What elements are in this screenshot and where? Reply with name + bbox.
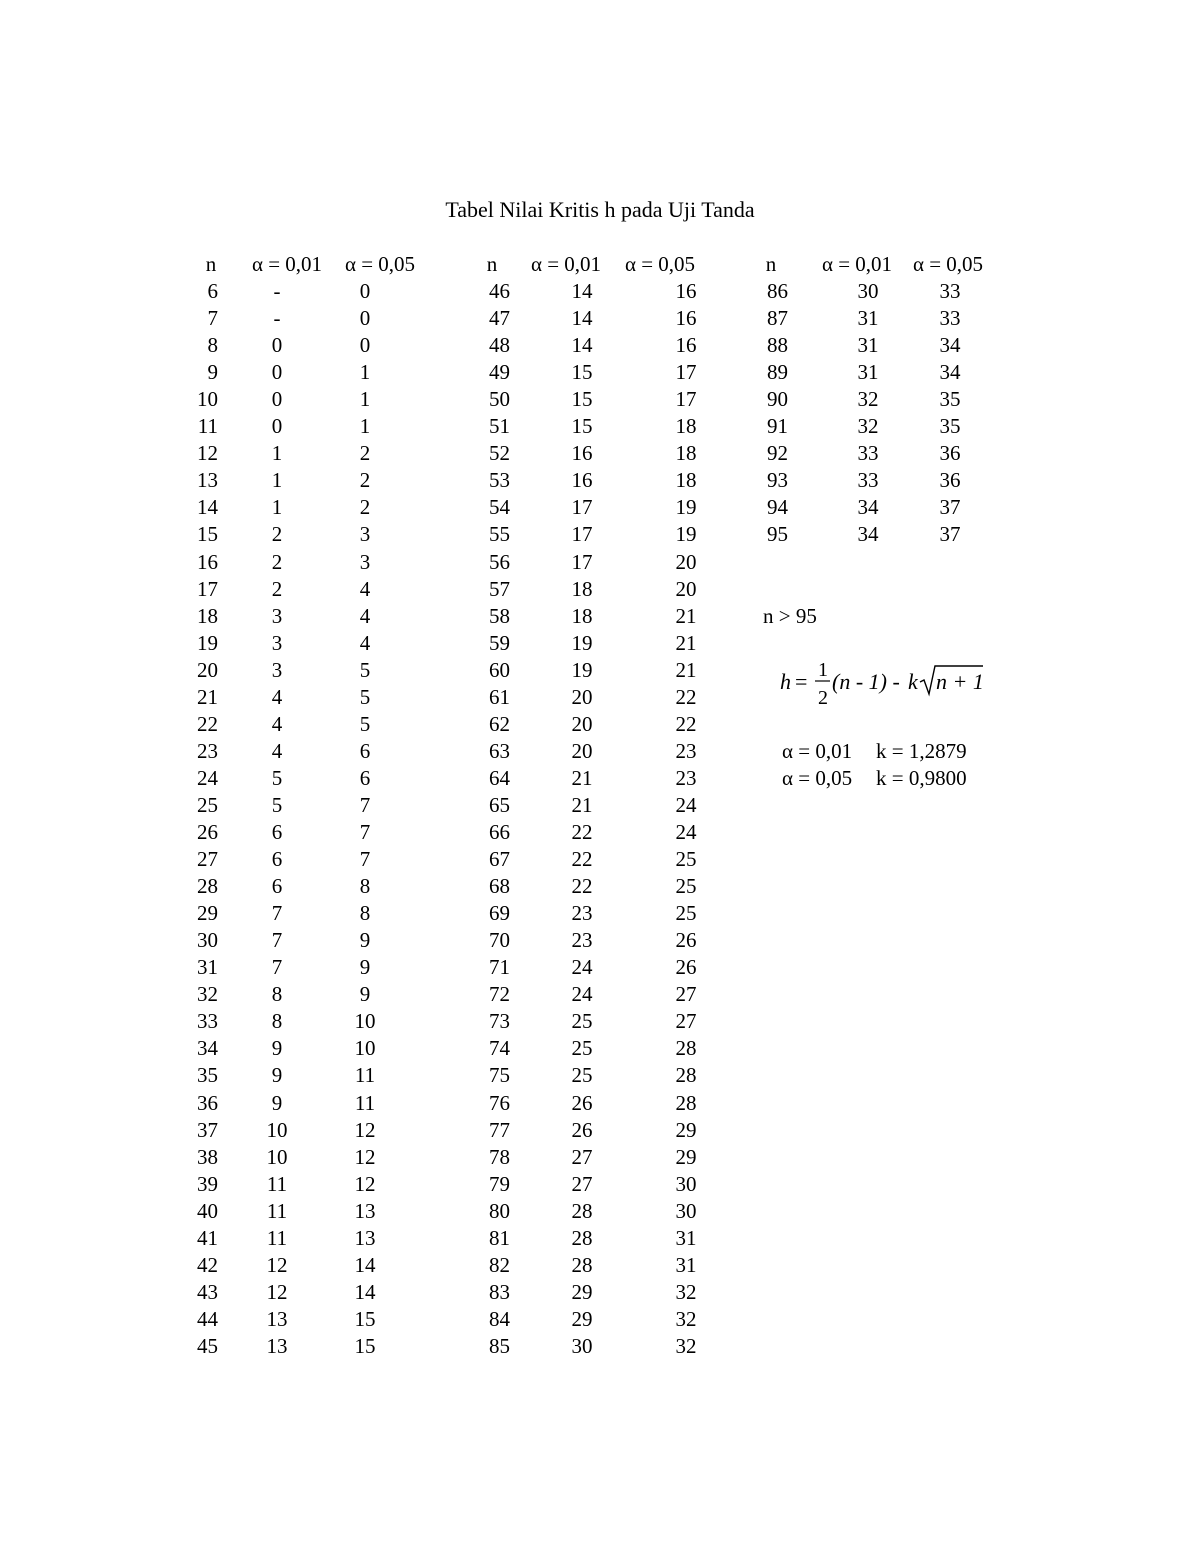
- table-cell-n: 24: [197, 765, 218, 790]
- table-cell-n: 50: [489, 387, 510, 412]
- table-cell-n: 6: [207, 279, 218, 303]
- table-cell-alpha-005: 19: [675, 495, 697, 520]
- table-cell-alpha-001: 28: [571, 1225, 593, 1250]
- table-cell-alpha-001: 2: [271, 576, 283, 601]
- table-cell-n: 25: [197, 792, 218, 817]
- table-cell-alpha-005: 22: [675, 684, 697, 709]
- table-cell-alpha-005: 1: [359, 414, 371, 439]
- table-cell-alpha-005: 34: [939, 360, 961, 385]
- table-cell-n: 47: [489, 306, 510, 331]
- table-cell-alpha-001: 15: [571, 414, 593, 439]
- table-cell-n: 32: [197, 982, 218, 1007]
- table-cell-alpha-001: 11: [266, 1225, 288, 1250]
- table-cell-n: 60: [489, 657, 510, 682]
- constant-k-001: k = 1,2879: [876, 739, 967, 763]
- table-cell-n: 92: [767, 441, 788, 466]
- table-cell-alpha-005: 3: [359, 522, 371, 547]
- table-cell-alpha-005: 12: [354, 1117, 376, 1142]
- table-cell-alpha-001: 2: [271, 549, 283, 574]
- table-cell-n: 39: [197, 1171, 218, 1196]
- table-cell-alpha-005: 2: [359, 441, 371, 466]
- table-cell-alpha-001: 19: [571, 630, 593, 655]
- table-cell-alpha-005: 37: [939, 495, 961, 520]
- table-cell-n: 59: [489, 630, 510, 655]
- table-cell-n: 23: [197, 738, 218, 763]
- table-cell-alpha-005: 16: [675, 333, 697, 358]
- table-cell-n: 15: [197, 522, 218, 547]
- table-cell-n: 41: [197, 1225, 218, 1250]
- table-cell-n: 79: [489, 1171, 510, 1196]
- table-cell-alpha-005: 21: [675, 603, 697, 628]
- table-cell-alpha-001: 34: [857, 522, 879, 547]
- table-cell-alpha-001: 13: [266, 1333, 288, 1358]
- formula-denominator: 2: [818, 687, 828, 709]
- table-cell-n: 69: [489, 901, 510, 926]
- table-cell-alpha-001: 14: [571, 306, 593, 331]
- table-cell-alpha-005: 26: [675, 955, 697, 980]
- table-cell-n: 74: [489, 1036, 510, 1061]
- table-cell-alpha-005: 10: [354, 1036, 376, 1061]
- table-cell-n: 40: [197, 1198, 218, 1223]
- table-cell-alpha-005: 4: [359, 630, 371, 655]
- table-cell-n: 95: [767, 522, 788, 547]
- table-cell-n: 56: [489, 549, 510, 574]
- table-cell-alpha-001: 25: [571, 1063, 593, 1088]
- table-cell-n: 85: [489, 1333, 510, 1358]
- table-cell-alpha-005: 21: [675, 630, 697, 655]
- large-n-condition: n > 95: [763, 604, 817, 628]
- table-cell-alpha-005: 26: [675, 928, 697, 953]
- table-cell-n: 8: [207, 333, 218, 358]
- table-cell-n: 91: [767, 414, 788, 439]
- header-n: n: [486, 252, 498, 276]
- formula-graphic: [778, 654, 988, 714]
- table-cell-alpha-005: 25: [675, 847, 697, 872]
- table-cell-alpha-005: 9: [359, 928, 371, 953]
- header-alpha-001: α = 0,01: [821, 252, 893, 276]
- table-cell-alpha-001: 18: [571, 576, 593, 601]
- formula-lhs: h: [780, 669, 791, 694]
- table-cell-alpha-005: 32: [675, 1333, 697, 1358]
- table-cell-alpha-001: 28: [571, 1198, 593, 1223]
- table-cell-alpha-001: 9: [271, 1063, 283, 1088]
- table-cell-alpha-005: 30: [675, 1198, 697, 1223]
- header-alpha-005: α = 0,05: [624, 252, 696, 276]
- table-cell-alpha-005: 33: [939, 279, 961, 303]
- table-cell-n: 89: [767, 360, 788, 385]
- table-cell-alpha-001: 19: [571, 657, 593, 682]
- table-cell-alpha-005: 11: [354, 1090, 376, 1115]
- table-cell-alpha-001: 14: [571, 333, 593, 358]
- table-cell-alpha-005: 18: [675, 468, 697, 493]
- table-cell-n: 44: [197, 1306, 218, 1331]
- table-cell-alpha-001: 13: [266, 1306, 288, 1331]
- table-cell-alpha-005: 7: [359, 792, 371, 817]
- table-cell-alpha-005: 17: [675, 360, 697, 385]
- table-cell-n: 86: [767, 279, 788, 303]
- table-cell-alpha-001: 22: [571, 847, 593, 872]
- table-cell-alpha-001: 29: [571, 1306, 593, 1331]
- constant-k-005: k = 0,9800: [876, 766, 967, 790]
- table-cell-n: 48: [489, 333, 510, 358]
- header-alpha-001: α = 0,01: [530, 252, 602, 276]
- table-cell-n: 63: [489, 738, 510, 763]
- table-cell-alpha-005: 18: [675, 441, 697, 466]
- table-cell-n: 65: [489, 792, 510, 817]
- table-cell-alpha-005: 0: [359, 306, 371, 331]
- table-cell-alpha-001: 17: [571, 495, 593, 520]
- table-cell-alpha-001: 17: [571, 522, 593, 547]
- table-cell-n: 73: [489, 1009, 510, 1034]
- table-cell-n: 52: [489, 441, 510, 466]
- table-cell-alpha-001: 9: [271, 1036, 283, 1061]
- header-n: n: [205, 252, 217, 276]
- table-cell-alpha-001: 10: [266, 1117, 288, 1142]
- table-cell-alpha-001: 31: [857, 306, 879, 331]
- table-cell-n: 68: [489, 874, 510, 899]
- table-cell-n: 49: [489, 360, 510, 385]
- table-cell-alpha-005: 35: [939, 387, 961, 412]
- formula-paren-term: (n - 1) -: [832, 669, 900, 694]
- table-cell-alpha-001: 3: [271, 657, 283, 682]
- table-cell-alpha-005: 34: [939, 333, 961, 358]
- table-cell-n: 38: [197, 1144, 218, 1169]
- table-cell-n: 61: [489, 684, 510, 709]
- table-cell-alpha-005: 0: [359, 279, 371, 303]
- table-cell-alpha-001: 0: [271, 414, 283, 439]
- table-cell-alpha-005: 30: [675, 1171, 697, 1196]
- table-cell-n: 26: [197, 820, 218, 844]
- table-cell-n: 80: [489, 1198, 510, 1223]
- table-cell-n: 71: [489, 955, 510, 980]
- table-cell-alpha-001: 6: [271, 874, 283, 899]
- table-cell-alpha-001: 20: [571, 684, 593, 709]
- table-cell-alpha-001: 12: [266, 1252, 288, 1277]
- table-cell-n: 54: [489, 495, 510, 520]
- table-cell-alpha-001: 6: [271, 847, 283, 872]
- table-cell-alpha-005: 24: [675, 792, 697, 817]
- table-cell-alpha-005: 1: [359, 360, 371, 385]
- table-cell-n: 46: [489, 279, 510, 303]
- table-cell-alpha-001: 5: [271, 792, 283, 817]
- formula-k: k: [908, 669, 918, 694]
- table-cell-alpha-001: 26: [571, 1117, 593, 1142]
- table-cell-alpha-001: 3: [271, 603, 283, 628]
- table-cell-n: 81: [489, 1225, 510, 1250]
- table-cell-n: 14: [197, 495, 218, 520]
- table-cell-n: 35: [197, 1063, 218, 1088]
- table-cell-n: 17: [197, 576, 218, 601]
- constant-alpha-005: α = 0,05: [782, 766, 853, 790]
- approximation-formula: [778, 654, 988, 714]
- table-cell-n: 88: [767, 333, 788, 358]
- table-cell-alpha-001: 2: [271, 522, 283, 547]
- table-cell-n: 7: [207, 306, 218, 331]
- table-cell-alpha-005: 7: [359, 820, 371, 844]
- table-cell-alpha-001: 33: [857, 468, 879, 493]
- table-cell-n: 53: [489, 468, 510, 493]
- table-cell-alpha-005: 23: [675, 738, 697, 763]
- table-cell-alpha-001: 24: [571, 955, 593, 980]
- table-cell-n: 30: [197, 928, 218, 953]
- table-cell-alpha-005: 1: [359, 387, 371, 412]
- table-cell-alpha-001: 20: [571, 711, 593, 736]
- table-cell-n: 33: [197, 1009, 218, 1034]
- table-cell-n: 82: [489, 1252, 510, 1277]
- table-cell-alpha-005: 20: [675, 576, 697, 601]
- table-cell-n: 75: [489, 1063, 510, 1088]
- table-cell-alpha-001: 25: [571, 1036, 593, 1061]
- table-cell-alpha-005: 28: [675, 1036, 697, 1061]
- table-cell-n: 16: [197, 549, 218, 574]
- table-cell-alpha-005: 18: [675, 414, 697, 439]
- table-cell-alpha-005: 27: [675, 1009, 697, 1034]
- table-cell-alpha-001: 7: [271, 928, 283, 953]
- table-cell-n: 21: [197, 684, 218, 709]
- table-cell-n: 20: [197, 657, 218, 682]
- table-cell-n: 45: [197, 1333, 218, 1358]
- table-cell-alpha-005: 25: [675, 874, 697, 899]
- table-cell-alpha-001: 33: [857, 441, 879, 466]
- table-cell-alpha-001: 23: [571, 901, 593, 926]
- table-cell-n: 22: [197, 711, 218, 736]
- table-cell-alpha-005: 31: [675, 1252, 697, 1277]
- table-cell-alpha-005: 15: [354, 1333, 376, 1358]
- table-cell-alpha-001: 10: [266, 1144, 288, 1169]
- table-cell-alpha-005: 8: [359, 901, 371, 926]
- table-cell-alpha-005: 33: [939, 306, 961, 331]
- table-cell-n: 66: [489, 820, 510, 844]
- table-cell-alpha-005: 24: [675, 820, 697, 844]
- table-cell-alpha-005: 15: [354, 1306, 376, 1331]
- table-cell-alpha-005: 29: [675, 1144, 697, 1169]
- table-cell-alpha-005: 7: [359, 847, 371, 872]
- table-cell-alpha-005: 16: [675, 306, 697, 331]
- table-cell-alpha-005: 9: [359, 982, 371, 1007]
- table-cell-n: 67: [489, 847, 510, 872]
- header-n: n: [765, 252, 777, 276]
- table-cell-alpha-001: 8: [271, 982, 283, 1007]
- table-cell-n: 90: [767, 387, 788, 412]
- table-cell-alpha-001: 21: [571, 792, 593, 817]
- table-cell-alpha-005: 29: [675, 1117, 697, 1142]
- table-cell-alpha-001: 22: [571, 820, 593, 844]
- table-cell-alpha-001: 27: [571, 1171, 593, 1196]
- table-cell-alpha-005: 32: [675, 1279, 697, 1304]
- table-cell-n: 58: [489, 603, 510, 628]
- table-cell-n: 10: [197, 387, 218, 412]
- table-cell-alpha-001: 14: [571, 279, 593, 303]
- table-cell-alpha-001: 9: [271, 1090, 283, 1115]
- table-cell-alpha-001: 15: [571, 387, 593, 412]
- table-cell-alpha-001: 5: [271, 765, 283, 790]
- table-cell-alpha-005: 2: [359, 495, 371, 520]
- table-cell-alpha-001: 11: [266, 1198, 288, 1223]
- table-cell-n: 64: [489, 765, 510, 790]
- table-cell-alpha-001: 25: [571, 1009, 593, 1034]
- table-cell-alpha-005: 13: [354, 1198, 376, 1223]
- table-cell-alpha-001: 22: [571, 874, 593, 899]
- header-alpha-005: α = 0,05: [912, 252, 984, 276]
- table-cell-alpha-001: 26: [571, 1090, 593, 1115]
- table-cell-n: 72: [489, 982, 510, 1007]
- header-alpha-005: α = 0,05: [344, 252, 416, 276]
- table-cell-alpha-001: 0: [271, 360, 283, 385]
- table-cell-alpha-001: 4: [271, 738, 283, 763]
- table-cell-alpha-001: 4: [271, 684, 283, 709]
- table-cell-alpha-005: 6: [359, 765, 371, 790]
- table-cell-alpha-001: 23: [571, 928, 593, 953]
- table-cell-alpha-005: 5: [359, 684, 371, 709]
- table-cell-alpha-005: 23: [675, 765, 697, 790]
- table-cell-n: 77: [489, 1117, 510, 1142]
- table-cell-alpha-005: 6: [359, 738, 371, 763]
- table-cell-alpha-005: 8: [359, 874, 371, 899]
- table-cell-alpha-001: 31: [857, 360, 879, 385]
- table-cell-n: 42: [197, 1252, 218, 1277]
- table-cell-n: 36: [197, 1090, 218, 1115]
- table-cell-alpha-005: 16: [675, 279, 697, 303]
- page-title: Tabel Nilai Kritis h pada Uji Tanda: [445, 197, 755, 222]
- table-cell-n: 28: [197, 874, 218, 899]
- table-cell-alpha-001: 1: [271, 468, 283, 493]
- table-cell-alpha-005: 4: [359, 576, 371, 601]
- table-cell-alpha-001: 29: [571, 1279, 593, 1304]
- table-cell-n: 43: [197, 1279, 218, 1304]
- table-cell-alpha-005: 22: [675, 711, 697, 736]
- table-cell-n: 37: [197, 1117, 218, 1142]
- table-cell-alpha-005: 37: [939, 522, 961, 547]
- table-cell-n: 94: [767, 495, 788, 520]
- table-cell-alpha-001: 15: [571, 360, 593, 385]
- table-cell-n: 11: [197, 414, 218, 439]
- table-cell-alpha-005: 10: [354, 1009, 376, 1034]
- table-cell-alpha-001: 8: [271, 1009, 283, 1034]
- table-cell-n: 83: [489, 1279, 510, 1304]
- table-cell-alpha-001: 31: [857, 333, 879, 358]
- table-cell-alpha-001: 32: [857, 414, 879, 439]
- formula-radicand: n + 1: [936, 669, 984, 694]
- table-cell-alpha-005: 25: [675, 901, 697, 926]
- table-cell-alpha-005: 14: [354, 1252, 376, 1277]
- table-cell-alpha-005: 2: [359, 468, 371, 493]
- table-cell-n: 70: [489, 928, 510, 953]
- table-cell-alpha-005: 21: [675, 657, 697, 682]
- table-cell-alpha-005: 20: [675, 549, 697, 574]
- table-cell-alpha-001: 34: [857, 495, 879, 520]
- table-cell-alpha-005: 28: [675, 1090, 697, 1115]
- table-cell-alpha-005: 13: [354, 1225, 376, 1250]
- table-cell-n: 18: [197, 603, 218, 628]
- table-cell-alpha-005: 27: [675, 982, 697, 1007]
- table-cell-n: 31: [197, 955, 218, 980]
- table-cell-alpha-005: 19: [675, 522, 697, 547]
- formula-equals: =: [795, 669, 808, 694]
- table-cell-n: 87: [767, 306, 788, 331]
- table-cell-alpha-005: 9: [359, 955, 371, 980]
- table-cell-n: 34: [197, 1036, 218, 1061]
- table-cell-alpha-005: 3: [359, 549, 371, 574]
- table-cell-alpha-001: 3: [271, 630, 283, 655]
- table-cell-alpha-001: 1: [271, 441, 283, 466]
- table-cell-alpha-001: 32: [857, 387, 879, 412]
- table-cell-alpha-001: -: [273, 306, 281, 331]
- table-cell-alpha-005: 5: [359, 711, 371, 736]
- table-cell-n: 55: [489, 522, 510, 547]
- table-cell-n: 62: [489, 711, 510, 736]
- table-cell-alpha-001: 4: [271, 711, 283, 736]
- table-cell-n: 27: [197, 847, 218, 872]
- table-cell-alpha-001: 20: [571, 738, 593, 763]
- table-cell-n: 12: [197, 441, 218, 466]
- table-cell-alpha-001: 16: [571, 441, 593, 466]
- table-cell-alpha-005: 5: [359, 657, 371, 682]
- table-cell-alpha-001: 21: [571, 765, 593, 790]
- table-cell-alpha-005: 12: [354, 1144, 376, 1169]
- table-cell-alpha-005: 28: [675, 1063, 697, 1088]
- table-cell-n: 19: [197, 630, 218, 655]
- table-cell-n: 78: [489, 1144, 510, 1169]
- constant-alpha-001: α = 0,01: [782, 739, 853, 763]
- table-cell-alpha-001: 7: [271, 901, 283, 926]
- table-cell-alpha-001: 12: [266, 1279, 288, 1304]
- table-cell-alpha-001: 30: [857, 279, 879, 303]
- table-cell-alpha-001: 11: [266, 1171, 288, 1196]
- table-cell-alpha-001: 30: [571, 1333, 593, 1358]
- table-cell-alpha-001: 18: [571, 603, 593, 628]
- table-cell-n: 9: [207, 360, 218, 385]
- table-cell-n: 93: [767, 468, 788, 493]
- table-cell-alpha-001: 17: [571, 549, 593, 574]
- table-cell-alpha-005: 4: [359, 603, 371, 628]
- table-cell-alpha-001: 0: [271, 333, 283, 358]
- table-cell-alpha-001: -: [273, 279, 281, 303]
- table-cell-alpha-001: 24: [571, 982, 593, 1007]
- table-cell-n: 13: [197, 468, 218, 493]
- table-cell-alpha-005: 36: [939, 468, 961, 493]
- table-cell-alpha-005: 31: [675, 1225, 697, 1250]
- table-cell-n: 51: [489, 414, 510, 439]
- table-cell-alpha-001: 16: [571, 468, 593, 493]
- table-cell-alpha-005: 0: [359, 333, 371, 358]
- table-cell-alpha-005: 12: [354, 1171, 376, 1196]
- table-cell-n: 57: [489, 576, 510, 601]
- table-cell-alpha-005: 35: [939, 414, 961, 439]
- formula-numerator: 1: [818, 659, 828, 681]
- header-alpha-001: α = 0,01: [251, 252, 323, 276]
- table-cell-alpha-005: 11: [354, 1063, 376, 1088]
- table-cell-alpha-005: 32: [675, 1306, 697, 1331]
- table-cell-alpha-001: 6: [271, 820, 283, 844]
- table-cell-alpha-005: 36: [939, 441, 961, 466]
- table-cell-alpha-005: 14: [354, 1279, 376, 1304]
- table-cell-alpha-001: 1: [271, 495, 283, 520]
- table-cell-alpha-001: 7: [271, 955, 283, 980]
- table-cell-alpha-001: 0: [271, 387, 283, 412]
- table-cell-n: 84: [489, 1306, 510, 1331]
- table-cell-n: 29: [197, 901, 218, 926]
- table-cell-alpha-001: 28: [571, 1252, 593, 1277]
- table-cell-n: 76: [489, 1090, 510, 1115]
- table-cell-alpha-005: 17: [675, 387, 697, 412]
- table-cell-alpha-001: 27: [571, 1144, 593, 1169]
